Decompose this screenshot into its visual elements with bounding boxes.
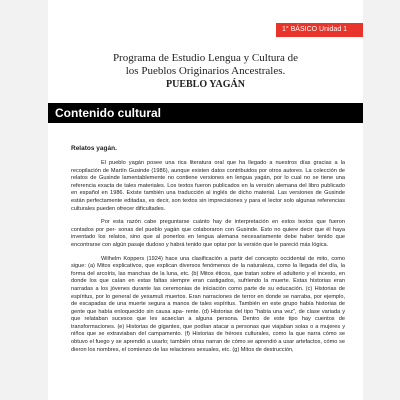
document-header	[48, 52, 363, 91]
header-line-1: Programa de Estudio Lengua y Cultura de	[112, 52, 299, 64]
header-line-2: los Pueblos Originarios Ancestrales.	[125, 65, 286, 77]
paragraph-3: Wilhelm Koppers (1924) hace una clasificación a partir del concepto occidental de mito, como sigue: (a) Mitos explicativos, que explican diversos fenómenos de la naturaleza, como la llegada del día, la forma del arcoíris, las manchas de la luna, etc. (b) Mitos éticos, que tratan sobre el adulterio y el incesto, en donde los que caían en estas faltas siempre eran castigados, sufriendo la muerte. Estas historias eran narradas a los jóvenes durante las ceremonias de iniciación como parte de su educación. (c) Historias de espíritus, por lo general de yexamuš muertos. Eran narraciones de terror en donde se narraba, por ejemplo, de escapadas de una muerte segura a manos de tales espíritus. También en este grupo había historias de gente que había enloquecido sin causa apa- rente. (d) Historias del tipo "había una vez", de clase variada y que relataban sucesos que les acaecían a alguna persona. Dentro de este tipo hay cuentos de transformaciones. (e) Historias de gigantes, que podían atacar a personas que viajaban solas o a mujeres y niños que se extraviaban del campamento. (f) Historias de héroes culturales, como la que narra cómo se obtuvo el fuego y se aprendió a usarlo; también otras narran de cómo se aprendió a usar artefactos, cómo se dieron los nombres, el comienzo de las relaciones sexuales, etc. (g) Mitos de destrucción,	[71, 255, 345, 353]
header-line-3: PUEBLO YAGÁN	[166, 79, 245, 90]
paragraph-1: El pueblo yagán posee una rica literatura oral que ha llegado a nuestros días gracias a la recopilación de Martín Gusinde (1986), aunque existen datos contribuidos por otros autores. La colección de relatos de Gusinde lamentablemente no contiene versiones en lengua yagán, por lo cual no se tiene una referencia exacta de tales materiales. Los textos fueron publicados en la versión alemana del libro publicado en español en 1986. Existe también una traducción al inglés de dicho material. Las versiones de Gusinde están perfectamente editadas, es decir, son textos sin imprecisiones y para el lector solo algunas referencias culturales pueden ofrecer dificultades.	[71, 160, 345, 212]
grade-unit-badge: 1° BÁSICO Unidad 1	[276, 23, 363, 37]
section-title-bar: Contenido cultural	[48, 103, 363, 123]
document-page	[48, 0, 363, 400]
paragraph-2: Por esta razón cabe preguntarse cuánto hay de interpretación en estos textos que fueron contados por per- sonas del pueblo yagán que colaboraron con Gusinde. Esto no quiere decir que él haya inventado los relatos, sino que al ponerlos en lengua alemana necesariamente debe haber tenido que encontrarse con algún pasaje dudoso y habrá tenido que optar por la versión que le pareció más lógica.	[71, 219, 345, 248]
document-body	[71, 145, 345, 360]
subtitle: Relatos yagán.	[71, 145, 117, 152]
